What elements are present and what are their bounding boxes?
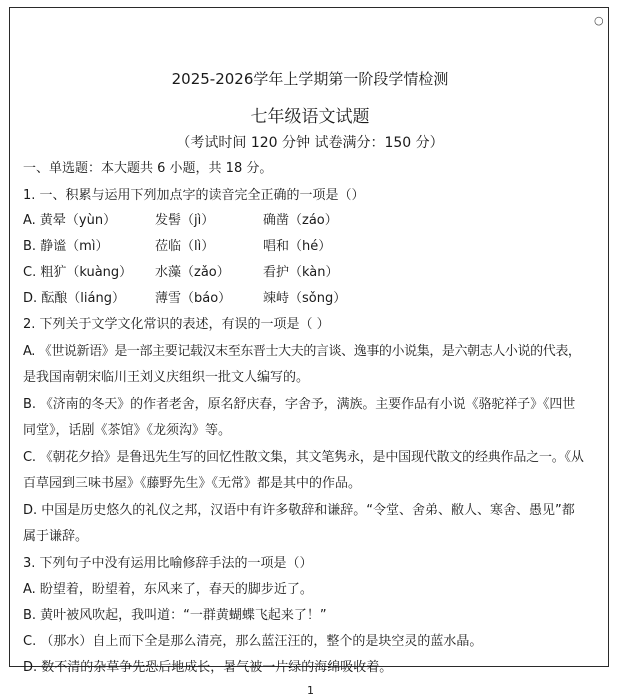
q1-stem: 1. 一、积累与运用下列加点字的读音完全正确的一项是（） (23, 188, 365, 203)
q1-a-2: 发髻（jì） (155, 213, 215, 228)
q1-option-a (23, 213, 608, 229)
q1-b-3: 唱和（hé） (263, 239, 332, 254)
q2-line-3: B. 《济南的冬天》的作者老舍，原名舒庆春，字舍予，满族。主要作品有小说《骆驼祥子》《四世 (23, 397, 576, 412)
q2-line-7: D. 中国是历史悠久的礼仪之邦，汉语中有许多敬辞和谦辞。“令堂、舍弟、敝人、寒舍、愚见”都 (23, 503, 575, 518)
q1-option-b (23, 239, 608, 255)
q3-option-a: A. 盼望着，盼望着，东风来了，春天的脚步近了。 (23, 582, 313, 597)
q1-option-c (23, 265, 608, 281)
exam-title: 2025-2026学年上学期第一阶段学情检测 (171, 70, 449, 88)
q2-line-6: 百草园到三味书屋》《藤野先生》《无常》都是其中的作品。 (23, 476, 362, 491)
q2-line-8: 属于谦辞。 (23, 529, 89, 544)
subject-title: 七年级语文试题 (250, 107, 370, 127)
q1-a-3: 确凿（záo） (263, 213, 338, 228)
q2-line-1: A. 《世说新语》是一部主要记载汉末至东晋士大夫的言谈、逸事的小说集，是六朝志人小说的代表， (23, 344, 581, 359)
exam-sheet (9, 7, 609, 675)
q2-line-5: C. 《朝花夕拾》是鲁迅先生写的回忆性散文集，其文笔隽永，是中国现代散文的经典作品之一。《从 (23, 450, 584, 465)
q3-option-d: D. 数不清的杂草争先恐后地成长，暑气被一片绿的海绵吸收着。 (23, 660, 393, 675)
q2-stem: 2. 下列关于文学文化常识的表述，有误的一项是（ ） (23, 317, 330, 332)
q1-d-3: 竦峙（sǒng） (263, 291, 347, 306)
q1-c-3: 看护（kàn） (263, 265, 339, 280)
corner-mark: ○ (594, 14, 604, 27)
q1-b-1: B. 静谧（mì） (23, 239, 109, 254)
q1-option-d (23, 291, 608, 307)
q1-c-1: C. 粗犷（kuàng） (23, 265, 133, 280)
exam-info: （考试时间 120 分钟 试卷满分：150 分） (176, 135, 444, 151)
q1-c-2: 水藻（zǎo） (155, 265, 230, 280)
section-heading: 一、单选题：本大题共 6 小题，共 18 分。 (23, 161, 273, 176)
q1-b-2: 莅临（lì） (155, 239, 215, 254)
q2-line-2: 是我国南朝宋临川王刘义庆组织一批文人编写的。 (23, 370, 310, 385)
q1-d-2: 薄雪（báo） (155, 291, 232, 306)
q3-option-c: C. （那水）自上而下全是那么清亮，那么蓝汪汪的，整个的是块空灵的蓝水晶。 (23, 634, 483, 649)
q1-d-1: D. 酝酿（liáng） (23, 291, 125, 306)
q3-option-b: B. 黄叶被风吹起，我叫道：“一群黄蝴蝶飞起来了！” (23, 608, 327, 623)
q3-stem: 3. 下列句子中没有运用比喻修辞手法的一项是（） (23, 556, 313, 571)
q2-line-4: 同堂》，话剧《茶馆》《龙须沟》等。 (23, 423, 232, 438)
page-number: 1 (307, 684, 314, 697)
q1-a-1: A. 黄晕（yùn） (23, 213, 117, 228)
